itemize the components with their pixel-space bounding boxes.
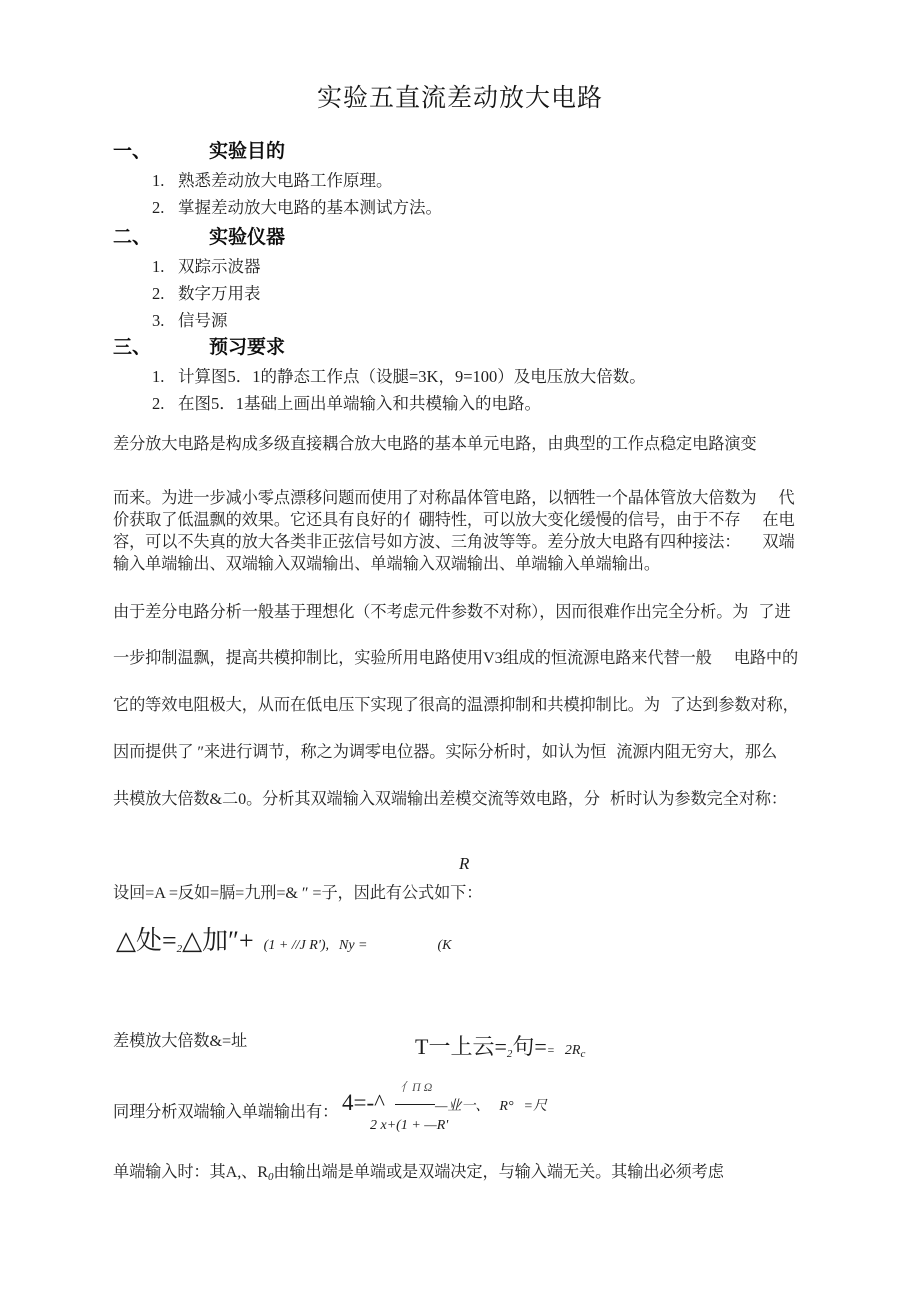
gain-label-text: 差模放大倍数&=址	[113, 1032, 248, 1050]
list-item	[152, 194, 442, 218]
section-heading-1	[113, 136, 285, 163]
formula-gain-rhs-sub: c	[580, 1048, 586, 1060]
paragraph-line	[113, 598, 791, 622]
formula-single-numerator: 亻Π Ω	[400, 1080, 433, 1094]
formula-gain-eq: =	[546, 1043, 555, 1057]
list-item-text: 熟悉差动放大电路工作原理。	[178, 171, 393, 190]
paragraph-text: 容，可以不失真的放大各类非正弦信号如方波、三角波等等。差分放大电路有四种接法：	[113, 533, 741, 551]
formula-gain-rhs: 2R	[564, 1043, 581, 1058]
paragraph-text: 输入单端输出、双端输入双端输出、单端输入双端输出、单端输入单端输出。	[113, 555, 660, 573]
paragraph-text-cont: 代	[778, 489, 795, 507]
list-item	[152, 307, 228, 331]
section-title-2: 实验仪器	[209, 226, 286, 248]
paragraph-text-cont: 电路中的	[733, 649, 799, 667]
formula-gain	[415, 1030, 585, 1061]
formula-single-mid: —业一、	[434, 1099, 490, 1114]
paragraph-line	[113, 484, 795, 508]
list-item-number: 1.	[152, 367, 165, 386]
section-title-1: 实验目的	[209, 140, 286, 162]
paragraph-text: 价获取了低温飘的效果。它还具有良好的亻硼特性，可以放大变化缓慢的信号，由于不存	[113, 511, 741, 529]
list-item-text: 掌握差动放大电路的基本测试方法。	[178, 198, 442, 217]
paragraph-text-cont: 在电	[762, 511, 795, 529]
paragraph-text-cont: 了进	[758, 603, 791, 621]
paragraph-line	[113, 506, 795, 530]
closing-text-cont: 由输出端是单端或是双端决定，与输入端无关。其输出必须考虑	[273, 1163, 724, 1181]
formula-intro-line	[113, 879, 482, 903]
list-item	[152, 280, 261, 304]
formula-main-mid: △加″+	[182, 926, 254, 955]
list-item-number: 3.	[152, 311, 165, 330]
paragraph-text-cont: 流源内阻无穷大，那么	[616, 743, 778, 761]
closing-text: 单端输入时：其A,、R	[113, 1163, 268, 1181]
section-number-2: 二、	[113, 226, 152, 248]
formula-superscript-r: R	[459, 854, 470, 873]
paragraph-line	[113, 738, 777, 762]
section-heading-2	[113, 222, 285, 249]
paragraph-line	[113, 691, 799, 715]
closing-subscript: 0	[267, 1171, 274, 1183]
paragraph-line	[113, 644, 798, 668]
formula-gain-mid: 句=	[512, 1034, 547, 1059]
formula-gain-lhs: T一上云=	[415, 1034, 507, 1059]
list-item-text: 在图5．1基础上画出单端输入和共模输入的电路。	[178, 394, 541, 413]
paragraph-text: 差分放大电路是构成多级直接耦合放大电路的基本单元电路，由典型的工作点稳定电路演变	[113, 435, 757, 453]
paragraph-text: 一步抑制温飘，提高共模抑制比，实验所用电路使用V3组成的恒流源电路来代替一般	[113, 649, 712, 667]
formula-main-tail: Ny =	[338, 938, 368, 953]
list-item-text: 计算图5．1的静态工作点（设腿=3K，9=100）及电压放大倍数。	[178, 367, 646, 386]
formula-single-lhs: 4=-^	[342, 1090, 385, 1115]
list-item	[152, 363, 646, 387]
paragraph-text-cont: 了达到参数对称，	[669, 696, 799, 714]
formula-single-ended	[342, 1090, 547, 1116]
section-title-3: 预习要求	[209, 336, 286, 358]
single-ended-line	[113, 1098, 338, 1122]
formula-single-denominator: 2 x+(1 + —R'	[370, 1118, 449, 1133]
list-item-text: 双踪示波器	[178, 257, 261, 276]
formula-main	[116, 920, 451, 957]
list-item	[152, 390, 541, 414]
list-item-number: 1.	[152, 257, 165, 276]
formula-main-lhs: △处=	[116, 926, 177, 955]
formula-single-r: R°	[499, 1099, 514, 1114]
paragraph-text-cont: 析时认为参数完全对称：	[610, 790, 787, 808]
list-item-text: 数字万用表	[178, 284, 261, 303]
gain-label	[113, 1027, 247, 1051]
paragraph-line	[113, 785, 787, 809]
paragraph-text: 因而提供了 ″来进行调节，称之为调零电位器。实际分析时，如认为恒	[113, 743, 607, 761]
paragraph-text-cont: 双端	[762, 533, 795, 551]
list-item	[152, 253, 261, 277]
section-heading-3	[113, 332, 285, 359]
list-item-number: 1.	[152, 171, 165, 190]
formula-main-end: (K	[437, 938, 452, 953]
list-item-number: 2.	[152, 394, 165, 413]
paragraph-line	[113, 550, 660, 574]
section-number-1: 一、	[113, 140, 152, 162]
formula-gain-sub: 2	[506, 1048, 513, 1060]
formula-main-paren: (1 + //J R'),	[263, 938, 329, 953]
list-item	[152, 167, 393, 191]
formula-intro-text: 设回=A =反如=膈=九刑=& ″ =子，因此有公式如下：	[113, 884, 483, 902]
list-item-text: 信号源	[178, 311, 228, 330]
list-item-number: 2.	[152, 284, 165, 303]
section-number-3: 三、	[113, 336, 152, 358]
closing-line	[113, 1158, 724, 1183]
paragraph-text: 而来。为进一步减小零点漂移问题而使用了对称晶体管电路，以牺牲一个晶体管放大倍数为	[113, 489, 757, 507]
list-item-number: 2.	[152, 198, 165, 217]
formula-main-sub: 2	[176, 943, 183, 955]
paragraph-text: 共模放大倍数&二0。分析其双端输入双端输出差模交流等效电路，分	[113, 790, 601, 808]
paragraph-text: 它的等效电阻极大，从而在低电压下实现了很高的温漂抑制和共模抑制比。为	[113, 696, 660, 714]
paragraph-line	[113, 430, 757, 454]
page-title: 实验五直流差动放大电路	[316, 83, 603, 112]
paragraph-line	[113, 528, 795, 552]
paragraph-text: 由于差分电路分析一般基于理想化（不考虑元件参数不对称），因而很难作出完全分析。为	[113, 603, 749, 621]
single-ended-label: 同理分析双端输入单端输出有：	[113, 1103, 339, 1121]
formula-single-r-eq: =尺	[523, 1099, 547, 1114]
